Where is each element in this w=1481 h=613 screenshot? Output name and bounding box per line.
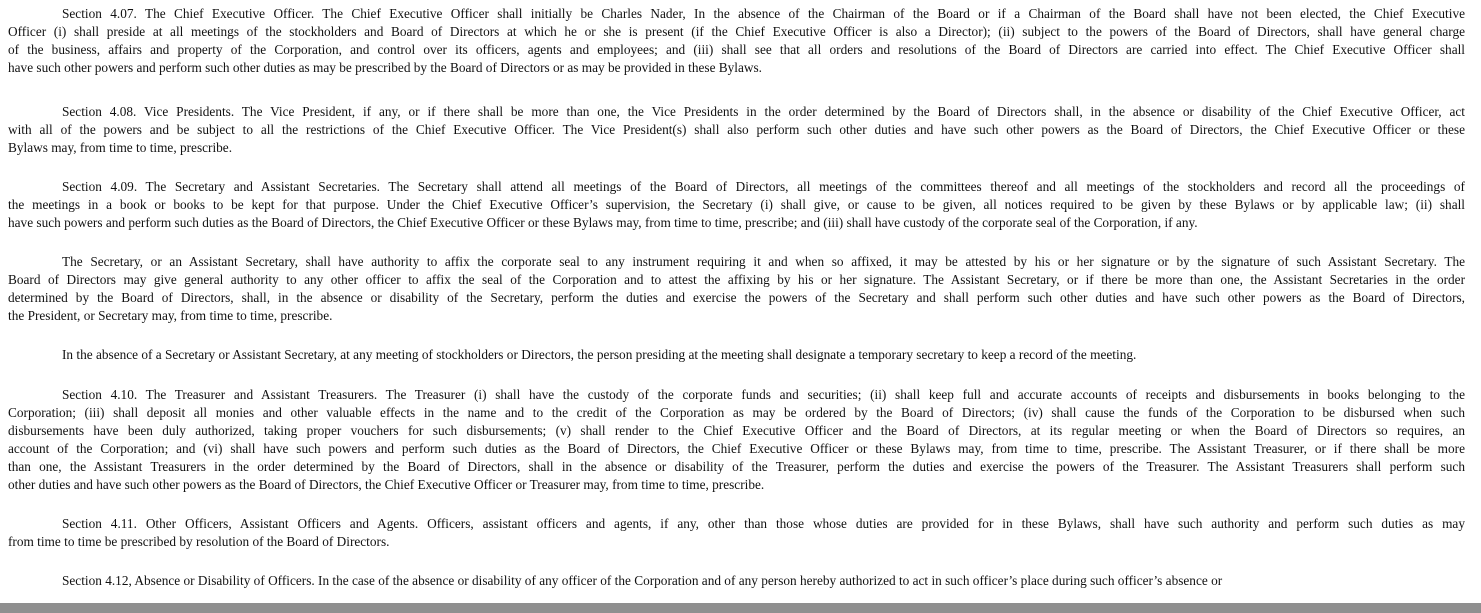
text-line: The Secretary, or an Assistant Secretary, shall have authority to affix the corporate seal to any instrument requiring it and when so affixed, it may be attested by his or her signature or by the signature of such Assistant Secretary. The	[62, 254, 1465, 269]
text-line: have such powers and perform such duties as the Board of Directors, the Chief Executive Officer or these Bylaws may, from time to time, prescribe; and (iii) shall have custody of the corporate seal of the Corporation, if any.	[8, 215, 1198, 230]
text-line: from time to time be prescribed by resolution of the Board of Directors.	[8, 534, 390, 549]
paragraph	[8, 386, 1465, 494]
paragraph	[8, 515, 1465, 551]
text-line: Section 4.09. The Secretary and Assistant Secretaries. The Secretary shall attend all meetings of the Board of Directors, all meetings of the committees thereof and all meetings of the stockholders and record all the proceedings of	[62, 179, 1465, 194]
paragraph	[8, 253, 1465, 325]
text-line: Section 4.11. Other Officers, Assistant Officers and Agents. Officers, assistant officers and agents, if any, other than those whose duties are provided for in these Bylaws, shall have such authority and perform such duties as may	[62, 516, 1465, 531]
paragraph	[8, 178, 1465, 232]
text-line: with all of the powers and be subject to all the restrictions of the Chief Executive Officer. The Vice President(s) shall also perform such other duties and have such other powers as the Board of Directors, the Chief Executive Officer or these	[8, 122, 1465, 137]
text-line: Bylaws may, from time to time, prescribe.	[8, 140, 233, 155]
paragraph	[8, 103, 1465, 157]
text-line: disbursements have been duly authorized, taking proper vouchers for such disbursements; (v) shall render to the Chief Executive Officer and the Board of Directors, at its regular meeting or when the Board of Directors so requires, an	[8, 423, 1465, 438]
paragraph	[8, 572, 1465, 590]
text-line: the President, or Secretary may, from time to time, prescribe.	[8, 308, 333, 323]
text-line: than one, the Assistant Treasurers in the order determined by the Board of Directors, shall in the absence or disability of the Treasurer, perform the duties and exercise the powers of the Treasurer. The Assistant Treasurers shall perform such	[8, 459, 1465, 474]
text-line: the meetings in a book or books to be kept for that purpose. Under the Chief Executive Officer’s supervision, the Secretary (i) shall give, or cause to be given, all notices required to be given by these Bylaws or by applicable law; (ii) shall	[8, 197, 1465, 212]
text-line: of the business, affairs and property of the Corporation, and control over its officers, agents and employees; and (iii) shall see that all orders and resolutions of the Board of Directors are carried into effect. The Chief Executive Officer shall	[8, 42, 1465, 57]
paragraph	[8, 5, 1465, 77]
text-line: Section 4.08. Vice Presidents. The Vice President, if any, or if there shall be more than one, the Vice Presidents in the order determined by the Board of Directors shall, in the absence or disability of the Chief Executive Officer, act	[62, 104, 1465, 119]
text-line: Officer (i) shall preside at all meetings of the stockholders and Board of Directors at which he or she is present (if the Chief Executive Officer is also a Director); (ii) subject to the powers of the Board of Directors, shall have general charge	[8, 24, 1465, 39]
text-line: Section 4.10. The Treasurer and Assistant Treasurers. The Treasurer (i) shall have the custody of the corporate funds and securities; (ii) shall keep full and accurate accounts of receipts and disbursements in books belonging to the	[62, 387, 1465, 402]
text-line: Corporation; (iii) shall deposit all monies and other valuable effects in the name and to the credit of the Corporation as may be ordered by the Board of Directors; (iv) shall cause the funds of the Corporation to be disbursed when such	[8, 405, 1465, 420]
text-line: determined by the Board of Directors, shall, in the absence or disability of the Secretary, perform the duties and exercise the powers of the Secretary and shall perform such other duties and have such other powers as the Board of Directors,	[8, 290, 1465, 305]
horizontal-scrollbar[interactable]	[0, 603, 1481, 613]
text-line: Section 4.07. The Chief Executive Officer. The Chief Executive Officer shall initially be Charles Nader, In the absence of the Chairman of the Board or if a Chairman of the Board shall have not been elected, the Chief Executive	[62, 6, 1465, 21]
paragraph	[8, 346, 1465, 364]
text-line: In the absence of a Secretary or Assistant Secretary, at any meeting of stockholders or Directors, the person presiding at the meeting shall designate a temporary secretary to keep a record of the meeting.	[62, 347, 1137, 362]
text-line: have such other powers and perform such other duties as may be prescribed by the Board of Directors or as may be provided in these Bylaws.	[8, 60, 763, 75]
text-line: other duties and have such other powers as the Board of Directors, the Chief Executive Officer or Treasurer may, from time to time, prescribe.	[8, 477, 765, 492]
text-line: Section 4.12, Absence or Disability of Officers. In the case of the absence or disability of any officer of the Corporation and of any person hereby authorized to act in such officer’s place during such officer’s absence or	[62, 573, 1223, 588]
text-line: Board of Directors may give general authority to any other officer to affix the seal of the Corporation and to attest the affixing by his or her signature. The Assistant Secretary, or if there be more than one, the Assistant Secretaries in the order	[8, 272, 1465, 287]
text-line: account of the Corporation; and (vi) shall have such powers and perform such duties as the Board of Directors, the Chief Executive Officer or these Bylaws may, from time to time, prescribe. The Assistant Treasurer, or if there shall be more	[8, 441, 1465, 456]
